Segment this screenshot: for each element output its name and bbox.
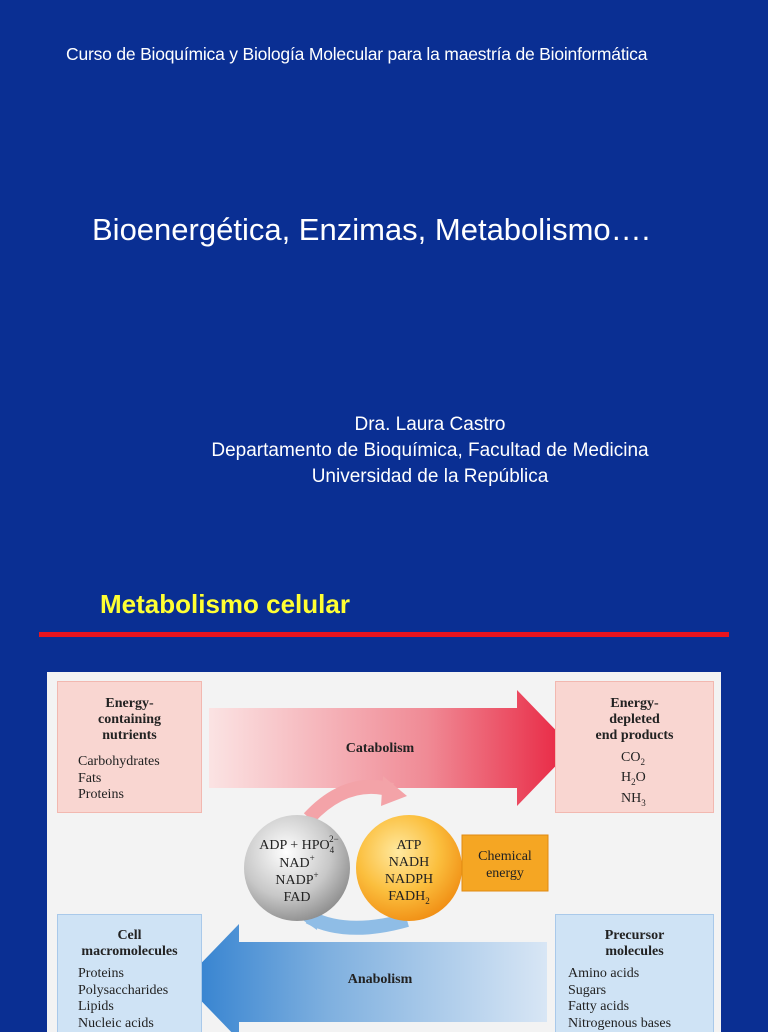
svg-text:NADP+: NADP+ xyxy=(275,870,318,888)
metabolism-diagram xyxy=(47,672,721,1032)
author-block xyxy=(0,412,768,490)
macromolecule-item: Polysaccharides xyxy=(78,983,201,1000)
nutrient-item: Fats xyxy=(78,771,201,788)
macromolecule-item: Lipids xyxy=(78,999,201,1016)
macromolecule-item: Nucleic acids xyxy=(78,1016,201,1032)
course-title: Curso de Bioquímica y Biología Molecular para la maestría de Bioinformática xyxy=(66,44,647,65)
anabolism-label: Anabolism xyxy=(348,972,413,987)
cycle-arrow-top xyxy=(309,787,392,818)
nutrient-item: Proteins xyxy=(78,787,201,804)
precursors-box xyxy=(555,914,714,1032)
author-department: Departamento de Bioquímica, Facultad de Medicina xyxy=(0,438,768,464)
nutrients-box xyxy=(57,681,202,813)
precursor-item: Amino acids xyxy=(568,966,713,983)
section-title: Metabolismo celular xyxy=(100,589,350,620)
precursors-title: Precursor molecules xyxy=(556,928,713,960)
precursor-item: Fatty acids xyxy=(568,999,713,1016)
svg-text:NADH: NADH xyxy=(389,855,429,870)
svg-text:energy: energy xyxy=(486,866,524,881)
svg-text:NAD+: NAD+ xyxy=(279,853,314,871)
svg-text:ADP + HPO42−: ADP + $HPO_42-$ xyxy=(259,834,338,855)
precursor-item: Nitrogenous bases xyxy=(568,1016,713,1032)
svg-text:NADPH: NADPH xyxy=(385,872,433,887)
nutrient-item: Carbohydrates xyxy=(78,754,201,771)
catabolism-label: Catabolism xyxy=(346,741,415,756)
author-name: Dra. Laura Castro xyxy=(0,412,768,438)
macromolecules-box xyxy=(57,914,202,1032)
macromolecule-item: Proteins xyxy=(78,966,201,983)
macromolecules-title: Cell macromolecules xyxy=(58,928,201,960)
nutrients-title: Energy- containing nutrients xyxy=(58,696,201,744)
svg-text:Chemical: Chemical xyxy=(478,849,532,864)
slide-title: Bioenergética, Enzimas, Metabolismo…. xyxy=(92,212,650,248)
end-products-title: Energy- depleted end products xyxy=(556,696,713,744)
svg-text:FADH2: $FADH_2$ xyxy=(388,889,430,906)
end-products-box: Energy- depleted end products $CO_2$ $H_2O$ $NH_3$ xyxy=(555,681,714,813)
svg-text:ATP: ATP xyxy=(397,838,422,853)
svg-text:FAD: FAD xyxy=(284,890,311,905)
author-university: Universidad de la República xyxy=(0,464,768,490)
section-divider xyxy=(39,632,729,637)
precursor-item: Sugars xyxy=(568,983,713,1000)
cycle-arrow-bottom xyxy=(309,917,407,928)
